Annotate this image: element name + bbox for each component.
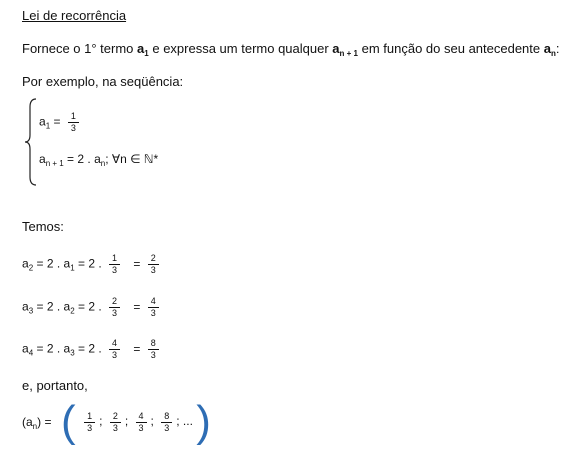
fraction: $\frac{2}{3}$ <box>110 411 121 434</box>
term-an-plus-1: $a_{n + 1}$ <box>332 41 358 58</box>
step-row: $a_3 = 2$ . $a_2 = 2$ . $\frac{2}{3}$ = $\frac{4}{3}$ <box>22 296 163 319</box>
fraction: $\frac{2}{3}$ <box>148 253 159 276</box>
fraction: $\frac{1}{3}$ <box>68 111 79 134</box>
fraction: $\frac{1}{3}$ <box>109 253 120 276</box>
fraction: $\frac{1}{3}$ <box>84 411 95 434</box>
step-row: $a_4 = 2$ . $a_3 = 2$ . $\frac{4}{3}$ = $\frac{8}{3}$ <box>22 338 163 361</box>
example-intro: Por exemplo, na seqüência: <box>22 74 184 89</box>
fraction: $\frac{8}{3}$ <box>148 338 159 361</box>
ellipsis: ... <box>182 414 193 429</box>
step-row: $a_2 = 2$ . $a_1 = 2$ . $\frac{1}{3}$ = $\frac{2}{3}$ <box>22 253 163 276</box>
term-an: $a_n$ <box>543 41 556 58</box>
fraction: $\frac{4}{3}$ <box>148 296 159 319</box>
intro-prefix: Fornece o 1° termo <box>22 41 134 56</box>
intro-middle2: em função do seu antecedente <box>361 41 541 56</box>
result-sequence: ( $\frac{1}{3}$ ; $\frac{2}{3}$ ; $\frac{4}{3}$ ; $\frac{8}{3}$ ; ... ) <box>61 397 211 446</box>
result-lhs: $(a_n)$ = <box>22 415 52 431</box>
page-heading: Lei de recorrência <box>22 8 127 23</box>
left-brace <box>24 97 38 187</box>
close-paren: ) <box>196 397 211 446</box>
fraction: $\frac{4}{3}$ <box>109 338 120 361</box>
term-a1: $a_1$ <box>137 41 149 58</box>
system-line-1: $a_1$ = $\frac{1}{3}$ <box>39 111 83 134</box>
fraction: $\frac{8}{3}$ <box>161 411 172 434</box>
intro-line: Fornece o 1° termo $a_1$ e expressa um termo qualquer $a_{n + 1}$ em função do seu antecedente $a_n$: <box>22 41 560 58</box>
open-paren: ( <box>61 397 76 446</box>
temos-label: Temos: <box>22 219 64 234</box>
fraction: $\frac{2}{3}$ <box>109 296 120 319</box>
portanto-label: e, portanto, <box>22 378 88 393</box>
system-line-2: $a_{n + 1} = 2$ . $a_n$; ∀n ∈ ℕ* <box>39 152 159 168</box>
intro-middle: e expressa um termo qualquer <box>152 41 329 56</box>
fraction: $\frac{4}{3}$ <box>136 411 147 434</box>
